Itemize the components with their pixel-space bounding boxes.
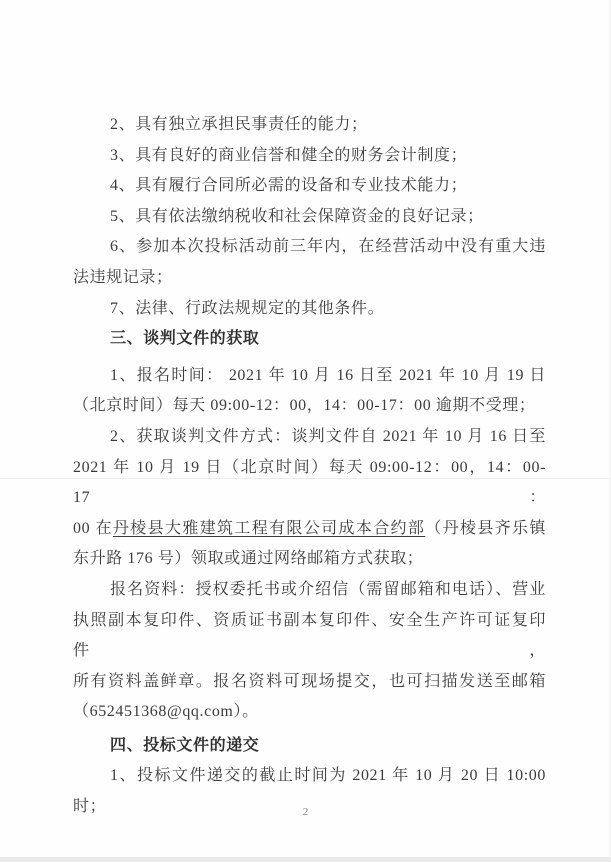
submission-deadline-line-2: 时；	[73, 798, 107, 816]
registration-materials-line-2: 执照副本复印件、资质证书副本复印件、安全生产许可证复印件，	[73, 611, 546, 660]
obtain-docs-line-4: 东升路 176 号）领取或通过网络邮箱方式获取；	[73, 550, 424, 568]
document-body	[73, 110, 546, 823]
obtain-docs-line-3	[73, 514, 546, 545]
condition-item-6-continued: 法违规记录；	[73, 268, 173, 286]
underlined-company-name: 丹棱县大雅建筑工程有限公司成本合约部	[112, 519, 426, 537]
condition-item-3: 3、具有良好的商业信誉和健全的财务会计制度；	[110, 146, 468, 164]
condition-item-2: 2、具有独立承担民事责任的能力；	[110, 116, 368, 133]
registration-materials-line-1: 报名资料：授权委托书或介绍信（需留邮箱和电话）、营业	[110, 580, 546, 598]
condition-item-7: 7、法律、行政法规规定的其他条件。	[110, 299, 385, 317]
condition-item-5: 5、具有依法缴纳税收和社会保障资金的良好记录；	[110, 207, 484, 225]
scan-edge-bottom	[0, 857, 611, 862]
scan-fold-line	[0, 478, 611, 479]
condition-item-6: 6、参加本次投标活动前三年内，在经营活动中没有重大违	[110, 238, 546, 256]
registration-time-line-1: 1、报名时间： 2021 年 10 月 16 日至 2021 年 10 月 19 日	[110, 366, 546, 384]
submission-deadline-line-1: 1、投标文件递交的截止时间为 2021 年 10 月 20 日 10:00	[110, 767, 546, 785]
condition-item-4: 4、具有履行合同所必需的设备和专业技术能力；	[110, 177, 468, 195]
registration-email-line: （652451368@qq.com）。	[73, 703, 259, 721]
page-number: 2	[302, 806, 309, 818]
section-heading-bid-submission: 四、投标文件的递交	[110, 736, 260, 754]
obtain-docs-line-1: 2、获取谈判文件方式：谈判文件自 2021 年 10 月 16 日至	[110, 427, 546, 445]
registration-materials-line-3: 所有资料盖鲜章。报名资料可现场提交，也可扫描发送至邮箱	[73, 672, 546, 690]
obtain-docs-line-2: 2021 年 10 月 19 日（北京时间）每天 09:00-12：00，14：00-17：	[73, 458, 546, 507]
obtain-docs-prefix: 00 在	[73, 519, 113, 537]
registration-time-line-2: （北京时间）每天 09:00-12：00，14：00-17：00 逾期不受理；	[73, 397, 536, 415]
obtain-docs-suffix: （丹棱县齐乐镇	[425, 519, 546, 537]
section-heading-negotiation-docs: 三、谈判文件的获取	[110, 330, 260, 348]
